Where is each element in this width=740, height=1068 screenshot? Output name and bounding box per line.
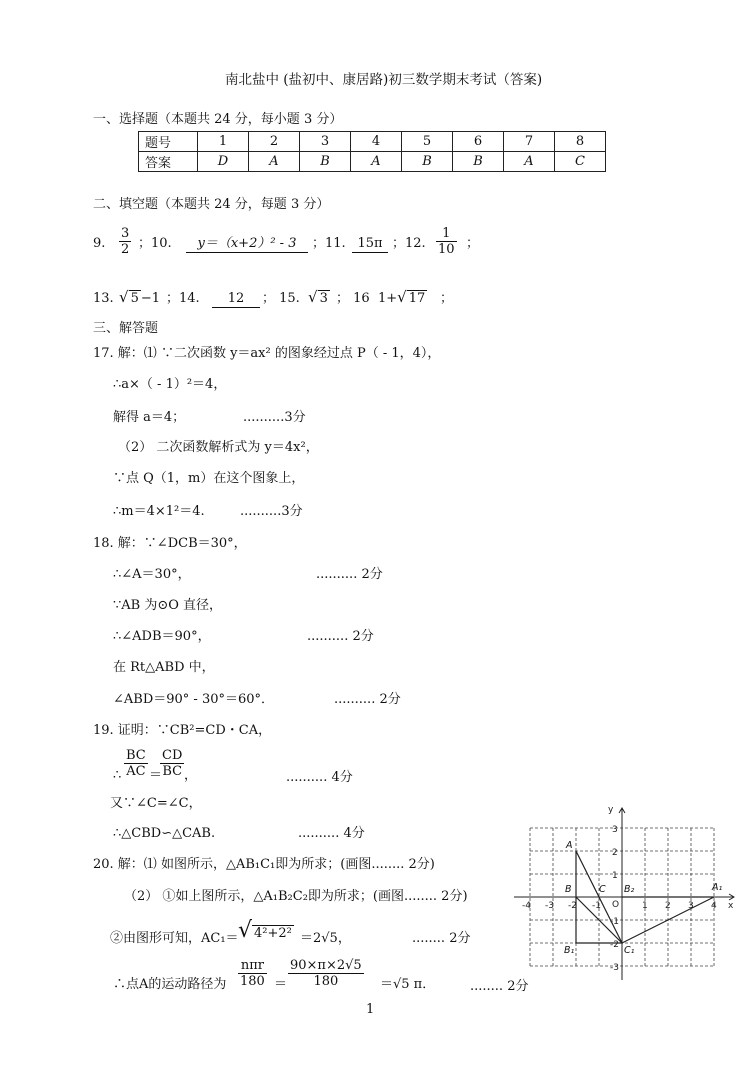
table-cell: 6 [453, 132, 504, 152]
table-cell: 1 [198, 132, 249, 152]
section2-heading: 二、填空题（本题共 24 分，每题 3 分） [93, 197, 330, 212]
q19-line: 19. 证明：∵CB²=CD・CA， [93, 723, 272, 738]
therefore-symbol: ∴ [113, 768, 122, 783]
axis-label: x [728, 901, 734, 911]
punctuation: ， [184, 768, 198, 783]
q18-line: ∵AB 为⊙O 直径， [113, 598, 223, 613]
table-cell: 7 [504, 132, 555, 152]
table-row [139, 132, 606, 152]
radicand: 3 [319, 291, 328, 306]
table-cell: B [300, 152, 351, 172]
tick-label: 3 [612, 825, 618, 835]
q13-answer: √ 5 −1 [119, 288, 161, 306]
point-label: A [566, 840, 573, 851]
section1-heading: 一、选择题（本题共 24 分，每小题 3 分） [93, 112, 343, 127]
separator: ； 15. [262, 291, 300, 306]
point-labels [564, 840, 722, 956]
answer-text: 15π [352, 236, 388, 253]
score-mark: ..........3分 [243, 410, 306, 425]
q9-fraction [119, 226, 131, 257]
q18-line: ∴∠A＝30°， [113, 567, 191, 582]
denominator: 180 [240, 974, 265, 989]
point-label: B₁ [564, 945, 575, 956]
q20-radical: √ 4²+2² [238, 918, 292, 943]
numerator: 90×π×2√5 [290, 958, 362, 973]
tick-label: -4 [522, 901, 531, 911]
q20-fraction-2 [288, 958, 364, 989]
tick-label: -2 [610, 940, 619, 950]
tick-label: 3 [688, 901, 694, 911]
separator: ；10. [138, 236, 172, 251]
q19-line: 又∵∠C=∠C， [110, 796, 202, 811]
numerator: 1 [436, 226, 457, 242]
q18-line: ∴∠ADB＝90°， [113, 629, 211, 644]
q20-line: ＝2√5， [300, 931, 351, 946]
equals-sign: ＝ [274, 977, 288, 992]
q18-line: 在 Rt△ABD 中， [113, 660, 215, 675]
q17-line: 17. 解：⑴ ∵二次函数 y＝ax² 的图象经过点 P（ - 1，4）， [93, 346, 441, 361]
answer-table [138, 131, 606, 172]
table-cell: B [453, 152, 504, 172]
radicand: 5 [130, 291, 139, 306]
tick-label: -3 [610, 963, 619, 973]
row-label: 题号 [139, 132, 198, 152]
q20-line: （2） ①如上图所示，△A₁B₂C₂即为所求；(画图........ 2分) [124, 889, 468, 904]
separator: ；12. [392, 236, 426, 251]
table-cell: A [351, 152, 402, 172]
denominator: BC [162, 764, 183, 779]
point-label: A₁ [712, 882, 723, 893]
q17-line: ∴a×（ - 1）²＝4， [113, 377, 227, 392]
q20-line: ＝√5 π． [380, 977, 436, 992]
row-label: 答案 [139, 152, 198, 172]
answer-text: 1+ [378, 291, 398, 306]
tick-label: -3 [545, 901, 554, 911]
denominator: 2 [121, 242, 130, 257]
numerator: CD [162, 748, 183, 763]
separator: ；14. [166, 291, 200, 306]
score-mark: ..........3分 [240, 504, 303, 519]
coordinate-grid-figure [508, 800, 738, 982]
score-mark: ........ 2分 [470, 979, 529, 994]
q17-line: 解得 a＝4； [113, 410, 186, 425]
q17-line: （2） 二次函数解析式为 y＝4x²， [118, 440, 319, 455]
numerator: 3 [121, 226, 130, 241]
point-label: C [599, 884, 606, 895]
separator: ； [440, 291, 454, 306]
tick-label: -2 [568, 901, 577, 911]
table-cell: 2 [249, 132, 300, 152]
table-cell: 3 [300, 132, 351, 152]
table-cell: 4 [351, 132, 402, 152]
page-title: 南北盐中 (盐初中、康居路)初三数学期末考试（答案) [225, 72, 543, 88]
q10-answer [186, 236, 308, 253]
axis-label: y [608, 805, 614, 815]
equals-sign: ＝ [149, 768, 163, 783]
q17-line: ∵点 Q（1，m）在这个图象上， [113, 471, 305, 486]
q20-line: ∴点A的运动路径为 [113, 977, 227, 992]
q18-line: ∠ABD＝90° - 30°＝60°． [113, 692, 275, 707]
table-row [139, 152, 606, 172]
q11-answer [352, 236, 388, 253]
q15-answer: √ 3 [308, 288, 328, 306]
tick-label: 4 [711, 901, 717, 911]
tick-label: -1 [592, 901, 601, 911]
table-cell: 5 [402, 132, 453, 152]
section3-heading: 三、解答题 [93, 321, 159, 336]
point-label: B [565, 884, 572, 895]
q20-fraction-1 [238, 958, 267, 989]
table-cell: B [402, 152, 453, 172]
numerator: BC [126, 748, 146, 763]
separator: ；11. [312, 236, 346, 251]
answer-text: 12 [212, 291, 260, 308]
score-mark: ........ 2分 [412, 931, 471, 946]
answer-text: y＝（x+2）² - 3 [186, 236, 308, 253]
q20-line: ②由图形可知，AC₁＝ [110, 931, 239, 946]
table-cell: A [249, 152, 300, 172]
q16-answer: 1+√ 17 [378, 288, 426, 306]
point-label: B₂ [624, 884, 635, 895]
q20-line: 20. 解：⑴ 如图所示，△AB₁C₁即为所求；(画图........ 2分) [93, 857, 435, 872]
q9-label: 9. [93, 236, 106, 251]
table-cell: C [555, 152, 606, 172]
separator: ； 16 [336, 291, 370, 306]
answer-text: −1 [140, 291, 161, 306]
score-mark: .......... 2分 [316, 567, 383, 582]
point-label: C₁ [624, 945, 635, 956]
q19-fraction-1 [124, 748, 148, 779]
separator: ； [466, 236, 480, 251]
q18-line: 18. 解：∵∠DCB＝30°， [93, 536, 247, 551]
q17-line: ∴m＝4×1²＝4. [113, 504, 205, 519]
page-number: 1 [366, 1002, 375, 1017]
radicand: 17 [408, 291, 426, 306]
score-mark: .......... 2分 [334, 692, 401, 707]
tick-label: 1 [642, 901, 648, 911]
q19-fraction-2 [160, 748, 184, 779]
origin-label: O [612, 900, 620, 910]
table-cell: 8 [555, 132, 606, 152]
q14-answer [212, 291, 260, 308]
score-mark: .......... 4分 [298, 826, 365, 841]
denominator: AC [126, 764, 146, 779]
q13-label: 13. [93, 291, 114, 306]
table-cell: D [198, 152, 249, 172]
score-mark: .......... 2分 [307, 629, 374, 644]
score-mark: .......... 4分 [286, 770, 353, 785]
numerator: nπr [238, 958, 267, 974]
denominator: 10 [438, 242, 455, 257]
q12-fraction [436, 226, 457, 257]
table-cell: A [504, 152, 555, 172]
tick-label: -1 [610, 917, 619, 927]
tick-label: 1 [612, 871, 618, 881]
tick-label: 2 [612, 848, 618, 858]
radicand: 4²+2² [254, 926, 292, 941]
tick-label: 2 [665, 901, 671, 911]
denominator: 180 [313, 974, 339, 989]
q19-line: ∴△CBD∽△CAB. [113, 826, 216, 841]
